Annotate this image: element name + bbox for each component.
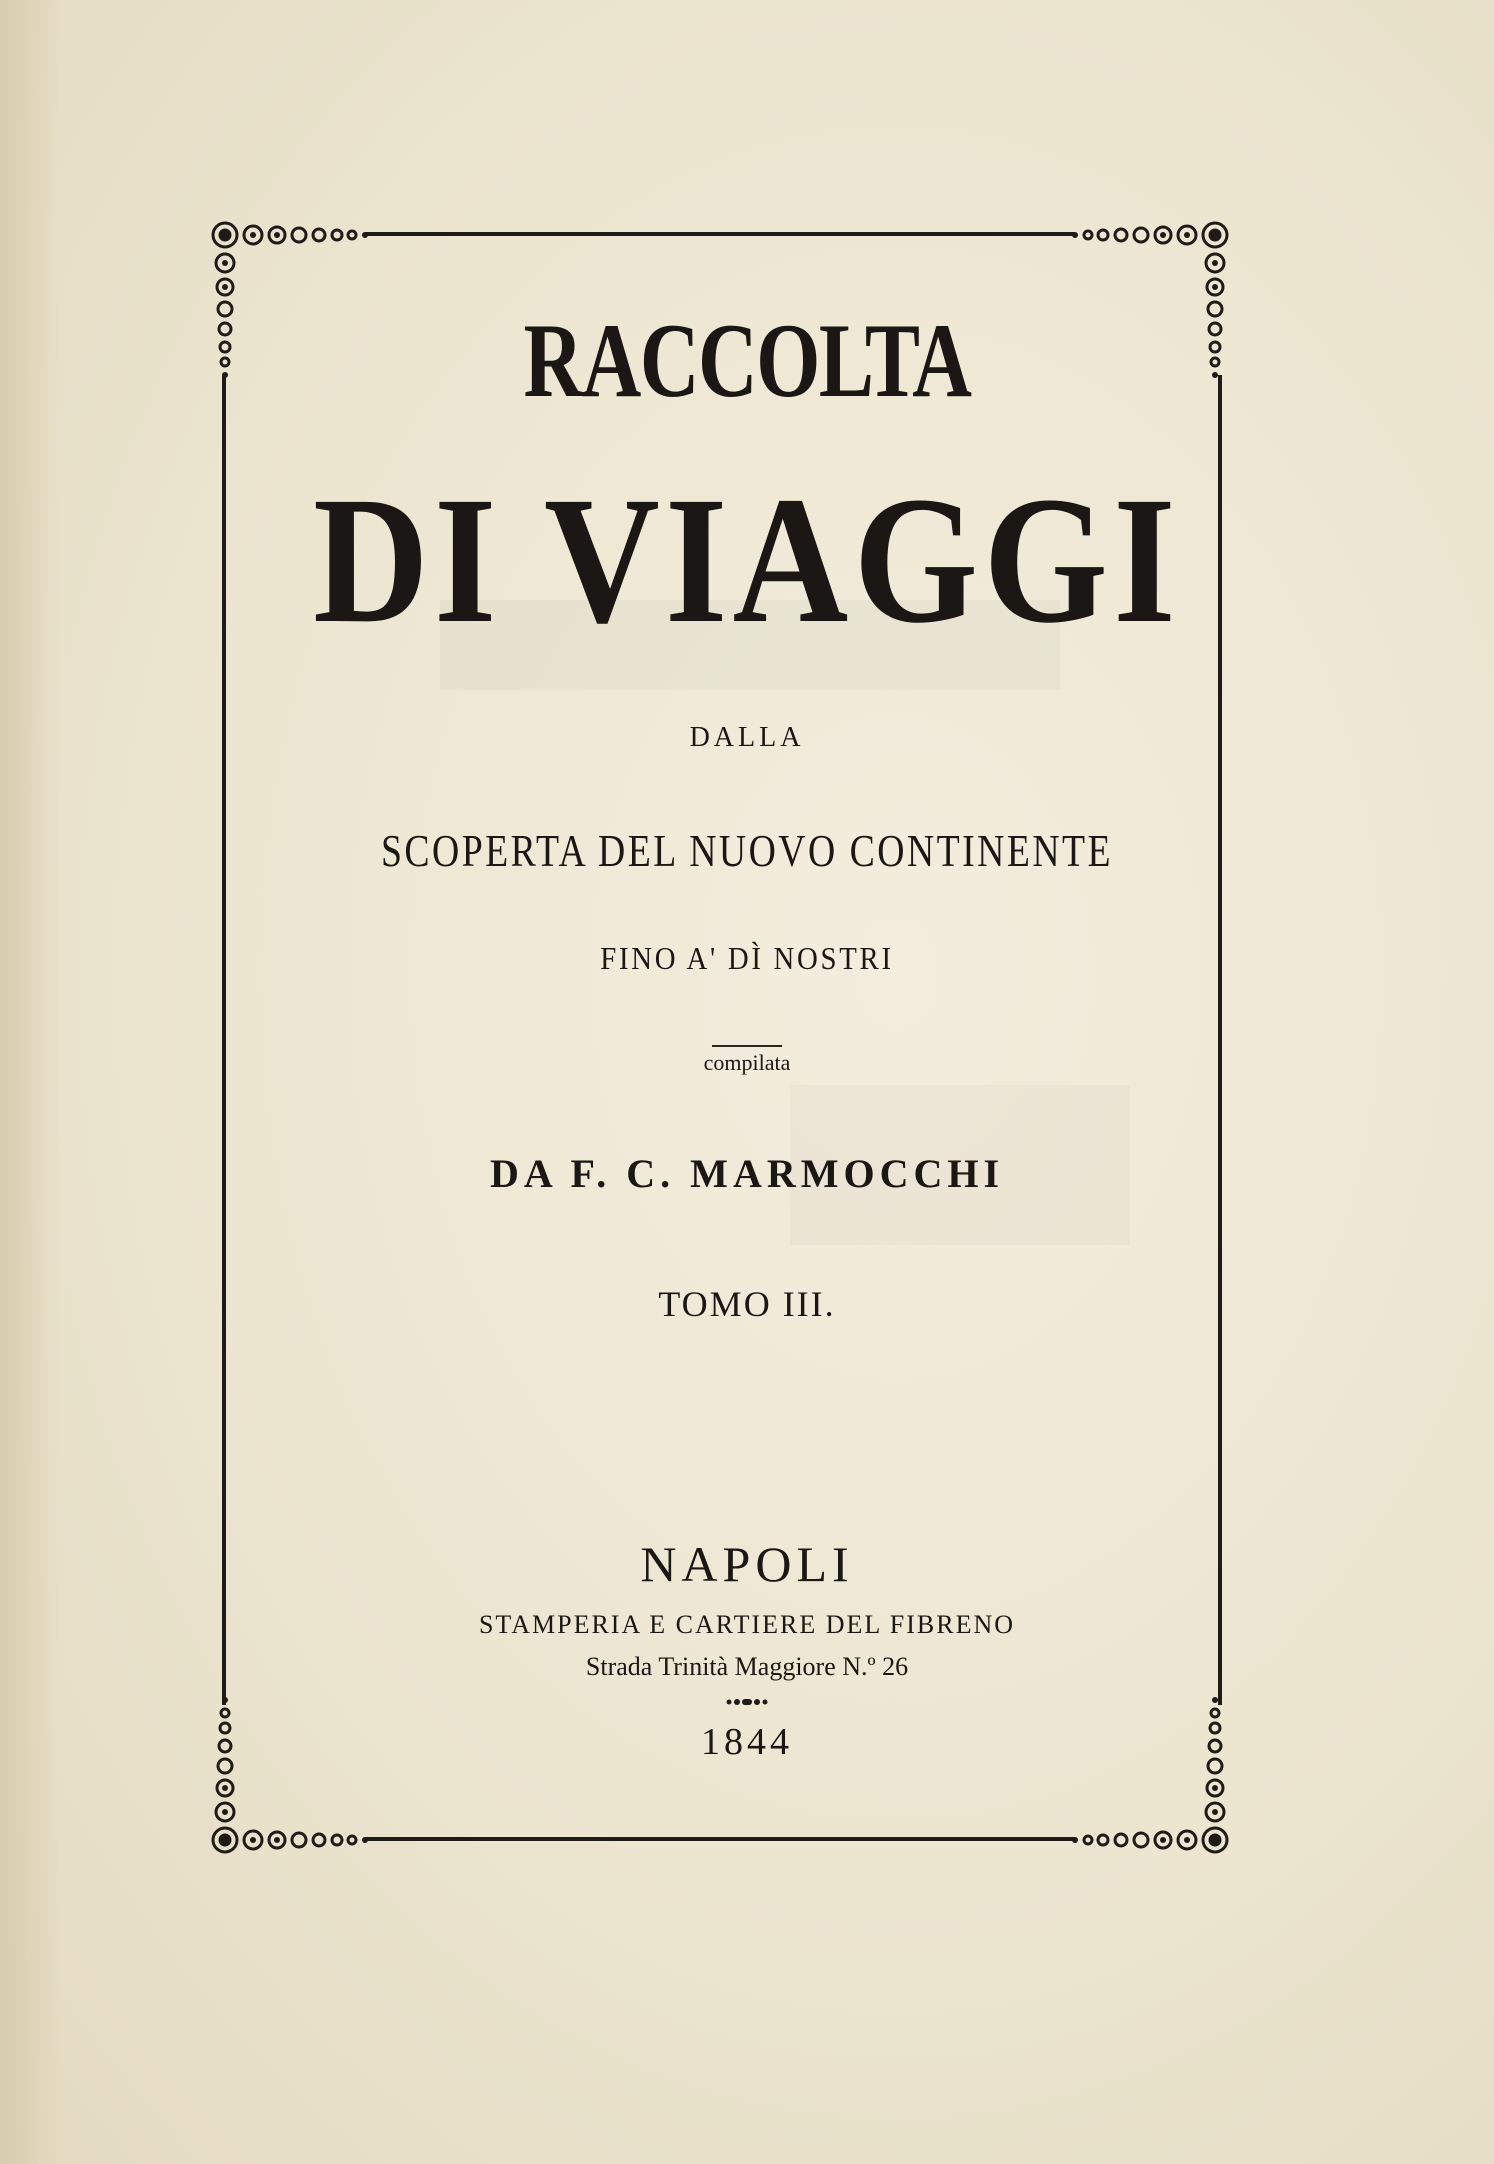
printer-address: Strada Trinità Maggiore N.º 26	[585, 1652, 909, 1681]
frame-bottom-rule	[365, 1837, 1075, 1841]
printer-name: STAMPERIA E CARTIERE DEL FIBRENO	[478, 1610, 1016, 1639]
subtitle-2: FINO A' DÌ NOSTRI	[600, 940, 894, 976]
frame-top-rule	[365, 232, 1075, 236]
subtitle: SCOPERTA DEL NUOVO CONTINENTE	[380, 825, 1114, 876]
corner-ornament-bottom-right	[1065, 1690, 1235, 1860]
small-ornament	[0, 1694, 1494, 1713]
place-of-publication: NAPOLI	[640, 1536, 854, 1592]
dalla-text: DALLA	[689, 722, 805, 753]
page-gutter-shadow	[0, 0, 60, 2164]
volume-label: TOMO III.	[658, 1284, 836, 1324]
compilata-text: compilata	[703, 1050, 791, 1075]
title-line-1: RACCOLTA	[523, 302, 971, 419]
short-rule	[0, 1032, 1494, 1051]
author: DA F. C. MARMOCCHI	[489, 1151, 1005, 1196]
title-line-2: DI VIAGGI	[313, 460, 1181, 661]
corner-ornament-bottom-left	[205, 1690, 375, 1860]
publication-year: 1844	[701, 1721, 793, 1763]
